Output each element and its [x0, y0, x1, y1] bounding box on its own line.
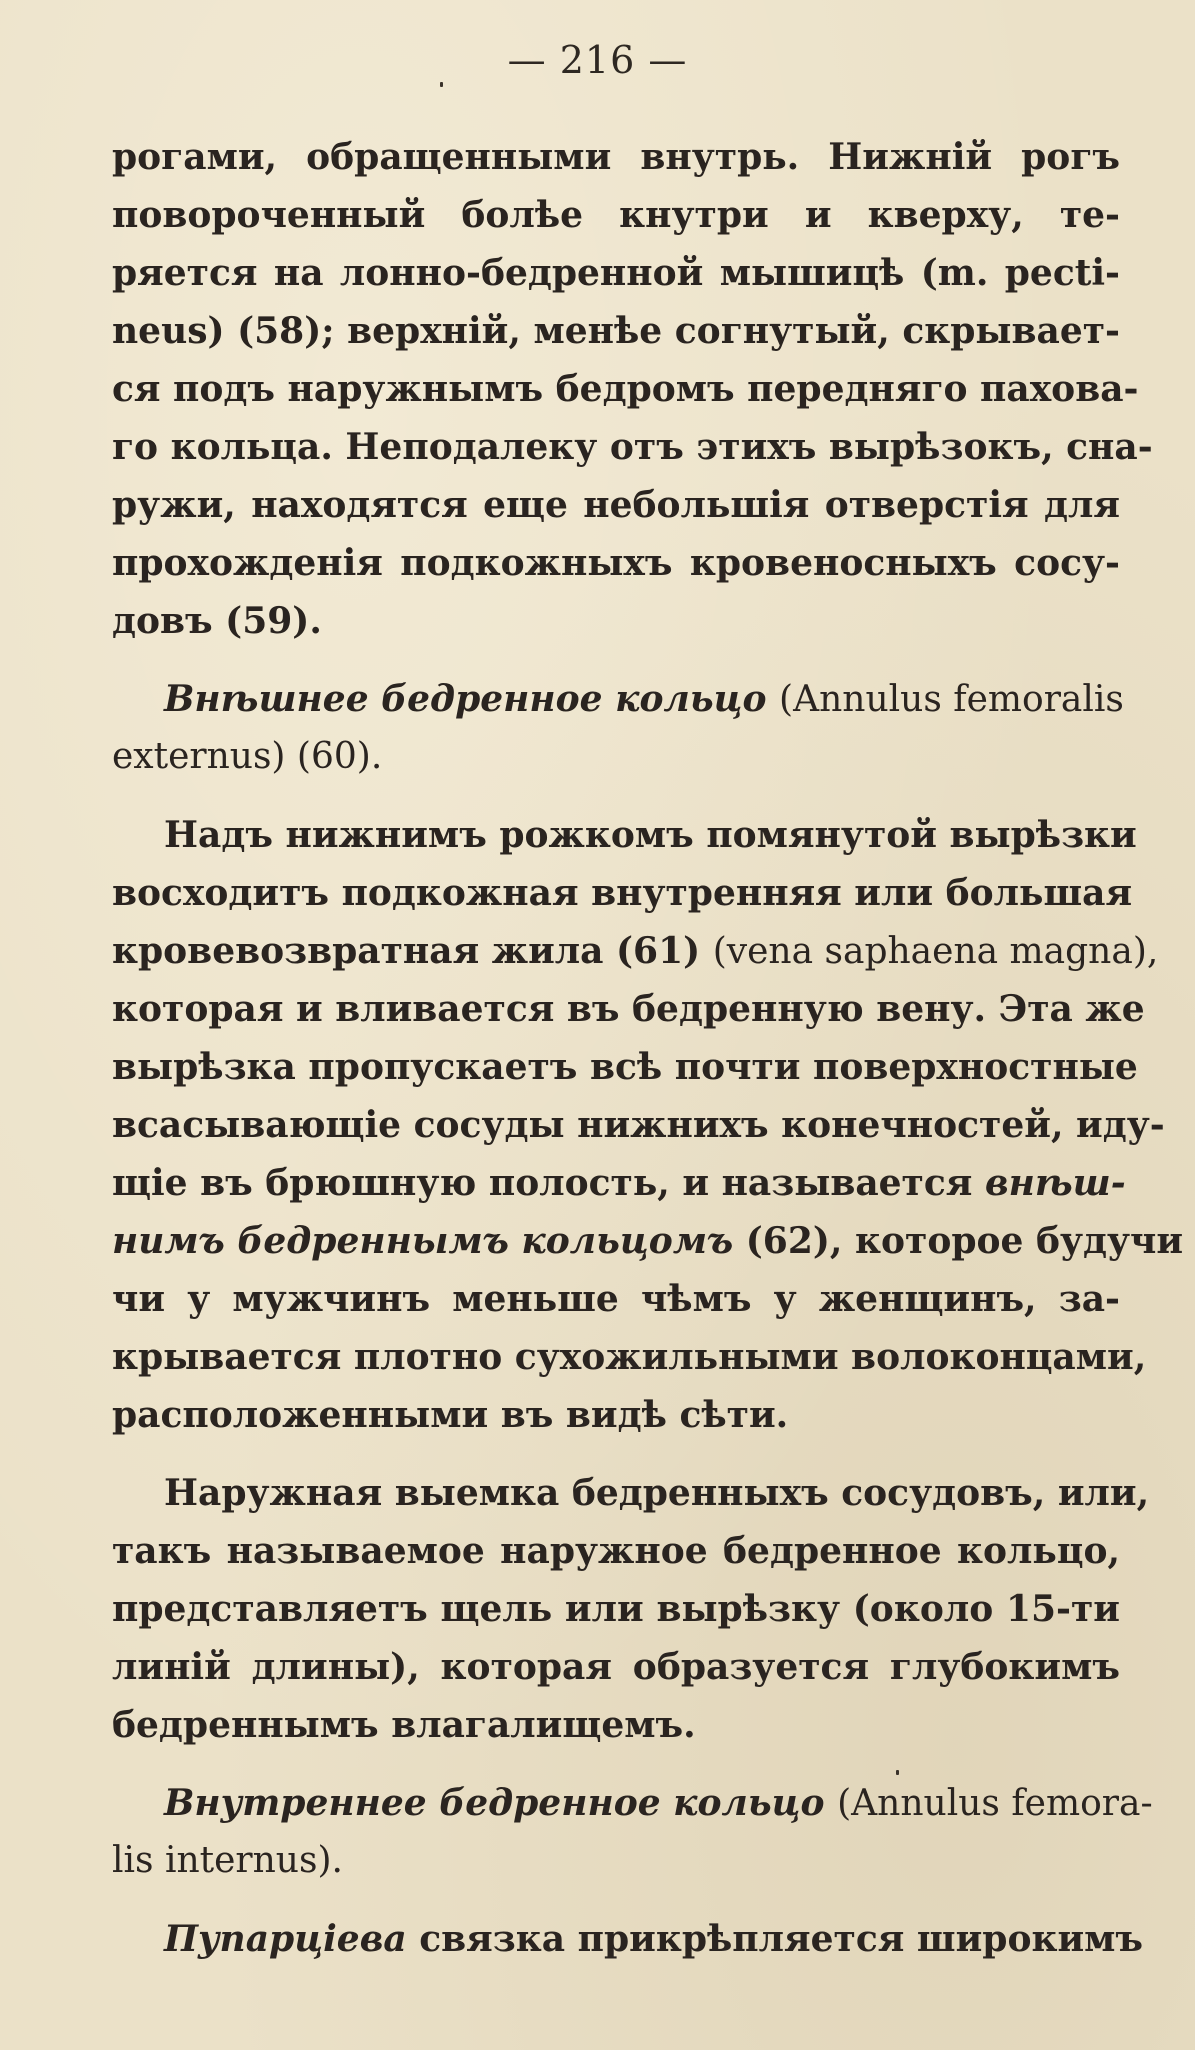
- text-run: Наружная выемка бедренныхъ сосудовъ, или,: [164, 1472, 1150, 1514]
- latin-term: (Annulus femoralis: [779, 679, 1124, 720]
- italic-term: Пупарціева: [164, 1918, 407, 1960]
- paragraph-gap: [112, 786, 1120, 806]
- italic-term: внѣш-: [984, 1162, 1126, 1204]
- paragraph-gap: [112, 1444, 1120, 1464]
- paper-speck: [896, 1770, 899, 1775]
- text-line: восходитъ подкожная внутренняя или большая: [112, 872, 1133, 914]
- text-line: ряется на лонно-бедренной мышицѣ (m. pecti-: [112, 252, 1120, 294]
- text-run: связка прикрѣпляется широкимъ: [419, 1918, 1144, 1960]
- italic-term: Внѣшнее бедренное кольцо: [164, 678, 767, 720]
- paper-speck: [440, 82, 443, 87]
- text-line: ружи, находятся еще небольшія отверстія для: [112, 484, 1120, 526]
- text-run: Надъ нижнимъ рожкомъ помянутой вырѣзки: [164, 814, 1137, 856]
- text-line: neus) (58); верхній, менѣе согнутый, скрывает-: [112, 310, 1120, 352]
- paragraph-gap: [112, 1754, 1120, 1774]
- text-run: кровевозвратная жила (61): [112, 930, 701, 972]
- text-run: (62), которое будучи: [745, 1220, 1184, 1262]
- text-line: представляетъ щель или вырѣзку (около 15-ти: [112, 1588, 1120, 1630]
- latin-term: (Annulus femora-: [837, 1783, 1153, 1824]
- text-line: [112, 1464, 1150, 1522]
- text-line: [112, 922, 1159, 980]
- paragraph-gap: [112, 650, 1120, 670]
- text-line: [112, 670, 1124, 728]
- text-line: вырѣзка пропускаетъ всѣ почти поверхностные: [112, 1046, 1138, 1088]
- text-line: такъ называемое наружное бедренное кольцо,: [112, 1530, 1120, 1572]
- text-line: [112, 1774, 1153, 1832]
- text-line: прохожденія подкожныхъ кровеносныхъ сосу-: [112, 542, 1120, 584]
- text-line: расположенными въ видѣ сѣти.: [112, 1394, 789, 1436]
- paragraph-gap: [112, 1890, 1120, 1910]
- text-line: повороченный болѣе кнутри и кверху, те-: [112, 194, 1120, 236]
- text-line: рогами, обращенными внутрь. Нижній рогъ: [112, 136, 1120, 178]
- text-line: крывается плотно сухожильными волоконцами,: [112, 1336, 1147, 1378]
- text-line: чи у мужчинъ меньше чѣмъ у женщинъ, за-: [112, 1278, 1120, 1320]
- text-line: [112, 1910, 1144, 1968]
- page-number: — 216 —: [507, 38, 688, 82]
- text-line: линій длины), которая образуется глубокимъ: [112, 1646, 1120, 1688]
- text-line: lis internus).: [112, 1840, 343, 1881]
- text-line: которая и вливается въ бедренную вену. Эта же: [112, 988, 1145, 1030]
- latin-term: (vena saphaena magna),: [712, 931, 1159, 972]
- text-line: всасывающіе сосуды нижнихъ конечностей, иду-: [112, 1104, 1165, 1146]
- text-line: [112, 806, 1137, 864]
- text-line: externus) (60).: [112, 736, 383, 777]
- text-line: го кольца. Неподалеку отъ этихъ вырѣзокъ, сна-: [112, 426, 1153, 468]
- text-run: щіе въ брюшную полость, и называется: [112, 1162, 973, 1204]
- text-line: [112, 1154, 1126, 1212]
- text-line: ся подъ наружнымъ бедромъ передняго пахова-: [112, 368, 1139, 410]
- italic-term: Внутреннее бедренное кольцо: [164, 1782, 825, 1824]
- text-line: довъ (59).: [112, 600, 322, 642]
- italic-term: нимъ бедреннымъ кольцомъ: [112, 1220, 734, 1262]
- text-line: [112, 1212, 1184, 1270]
- text-line: бедреннымъ влагалищемъ.: [112, 1704, 696, 1746]
- body-text: [112, 128, 1184, 1968]
